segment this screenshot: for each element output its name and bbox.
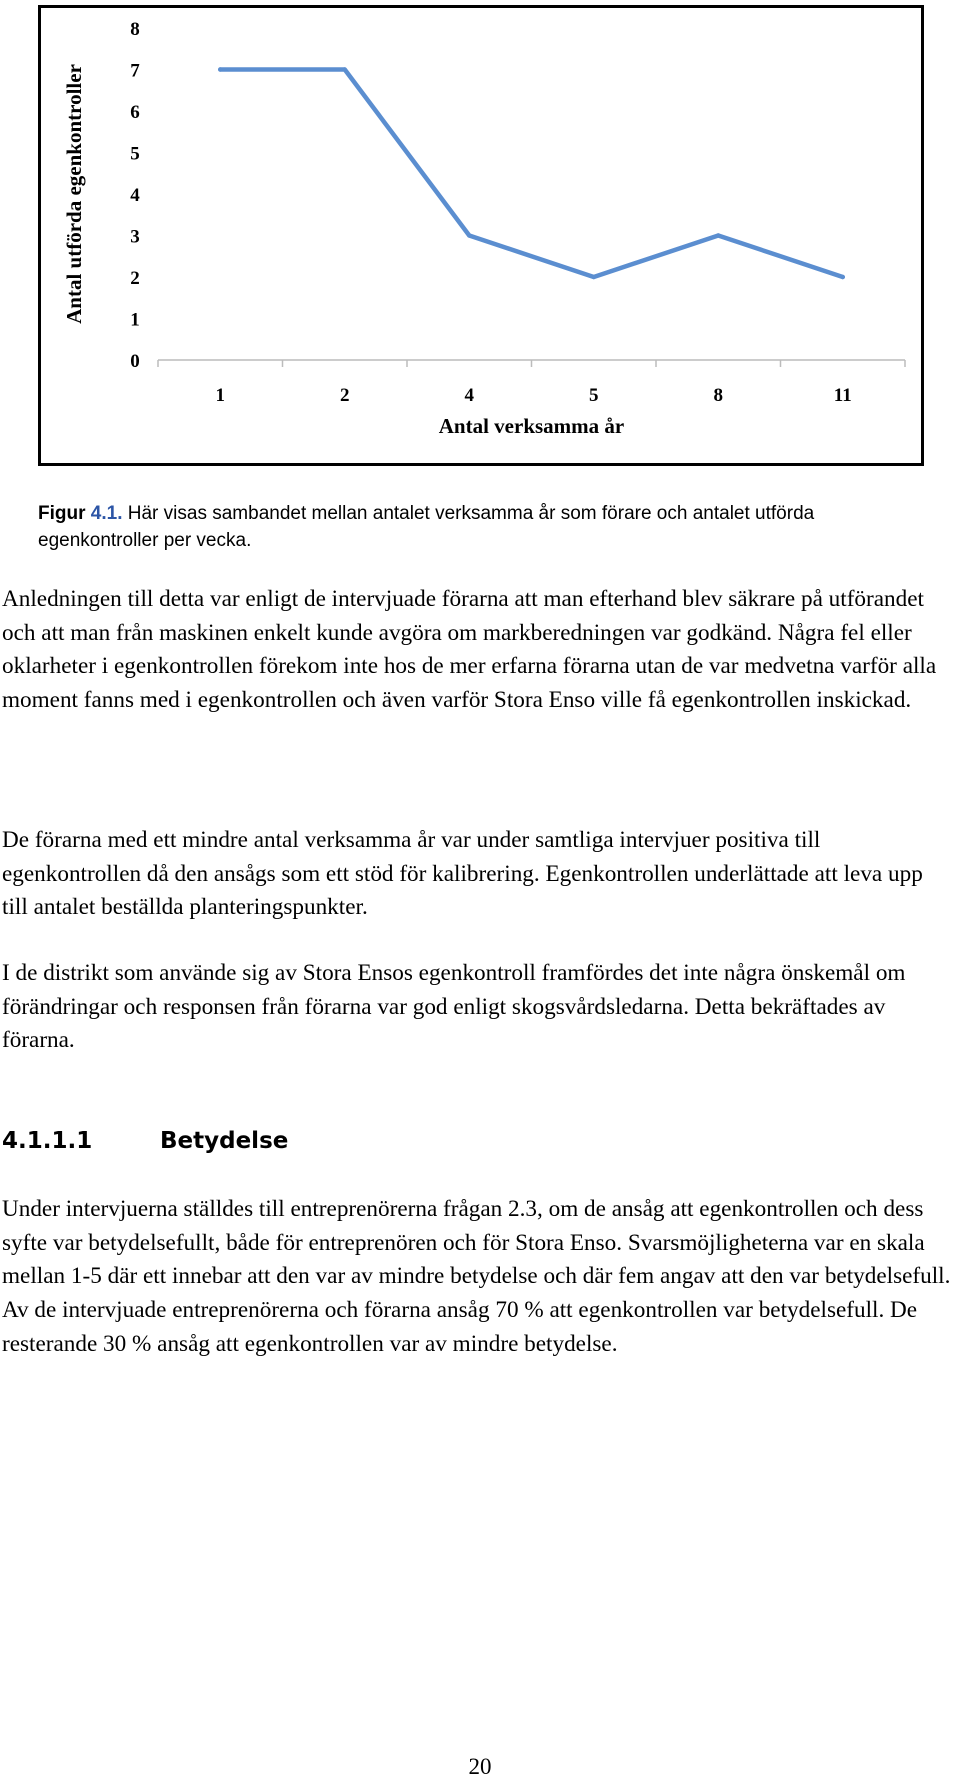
y-tick-label: 6: [130, 102, 140, 123]
line-chart: [41, 8, 921, 463]
data-point: [218, 67, 222, 71]
y-tick-label: 0: [130, 351, 140, 372]
section-number: 4.1.1.1: [2, 1128, 93, 1154]
x-tick-label: 5: [589, 385, 599, 406]
data-point: [716, 233, 720, 237]
x-tick-label: 11: [833, 385, 852, 406]
y-axis-title: Antal utförda egenkontroller: [62, 64, 86, 324]
page-number: 20: [468, 1754, 492, 1779]
figure-number: 4.1.: [90, 503, 123, 524]
y-tick-label: 8: [130, 19, 140, 40]
x-tick-label: 2: [340, 385, 350, 406]
x-tick-label: 1: [215, 385, 225, 406]
section-title: Betydelse: [160, 1128, 289, 1154]
y-tick-label: 4: [130, 185, 140, 206]
data-point: [343, 67, 347, 71]
x-axis-title: Antal verksamma år: [438, 414, 625, 438]
section-paragraph: Under intervjuerna ställdes till entreprenörerna frågan 2.3, om de ansåg att egenkontrollen och dess syfte var betydelsefullt, både för entreprenören och för Stora Enso. Svarsmöjligheterna var en skala mellan 1-5 där ett innebar att den var av mindre betydelse och där fem angav att den var betydelsefull. Av de intervjuade entreprenörerna och förarna ansåg 70 % att egenkontrollen var betydelsefull. De resterande 30 % ansåg att egenkontrollen var av mindre betydelse.: [2, 1196, 951, 1357]
data-point: [592, 275, 596, 279]
y-tick-label: 2: [130, 268, 140, 289]
chart-frame: [38, 5, 924, 466]
y-tick-label: 3: [130, 226, 140, 248]
x-tick-label: 8: [713, 385, 723, 406]
y-tick-label: 5: [130, 143, 140, 165]
figure-caption-text: Här visas sambandet mellan antalet verksamma år som förare och antalet utförda egenkontroller per vecka.: [38, 503, 815, 551]
figure-label: Figur: [38, 503, 86, 524]
y-tick-label: 1: [130, 309, 140, 331]
data-point: [841, 275, 845, 279]
body-paragraph-1: Anledningen till detta var enligt de intervjuade förarna att man efterhand blev säkrare på utförandet och att man från maskinen enkelt kunde avgöra om markberedningen var godkänd. Några fel eller oklarheter i egenkontrollen förekom inte hos de mer erfarna förarna utan de var medvetna varför alla moment fanns med i egenkontrollen och även varför Stora Enso ville få egenkontrollen inskickad.: [2, 586, 937, 714]
section-heading: [2, 1128, 288, 1154]
x-tick-label: 4: [464, 385, 474, 406]
body-paragraph-3: I de distrikt som använde sig av Stora Ensos egenkontroll framfördes det inte några önskemål om förändringar och responsen från förarna var god enligt skogsvårdsledarna. Detta bekräftades av förarna.: [2, 960, 906, 1054]
series-line: [220, 70, 843, 278]
body-paragraph-2: De förarna med ett mindre antal verksamma år var under samtliga intervjuer positiva till egenkontrollen då den ansågs som ett stöd för kalibrering. Egenkontrollen underlättade att leva upp till antalet beställda planteringspunkter.: [2, 827, 923, 921]
data-point: [467, 233, 471, 237]
y-tick-label: 7: [130, 60, 140, 82]
figure-caption: [38, 500, 918, 554]
